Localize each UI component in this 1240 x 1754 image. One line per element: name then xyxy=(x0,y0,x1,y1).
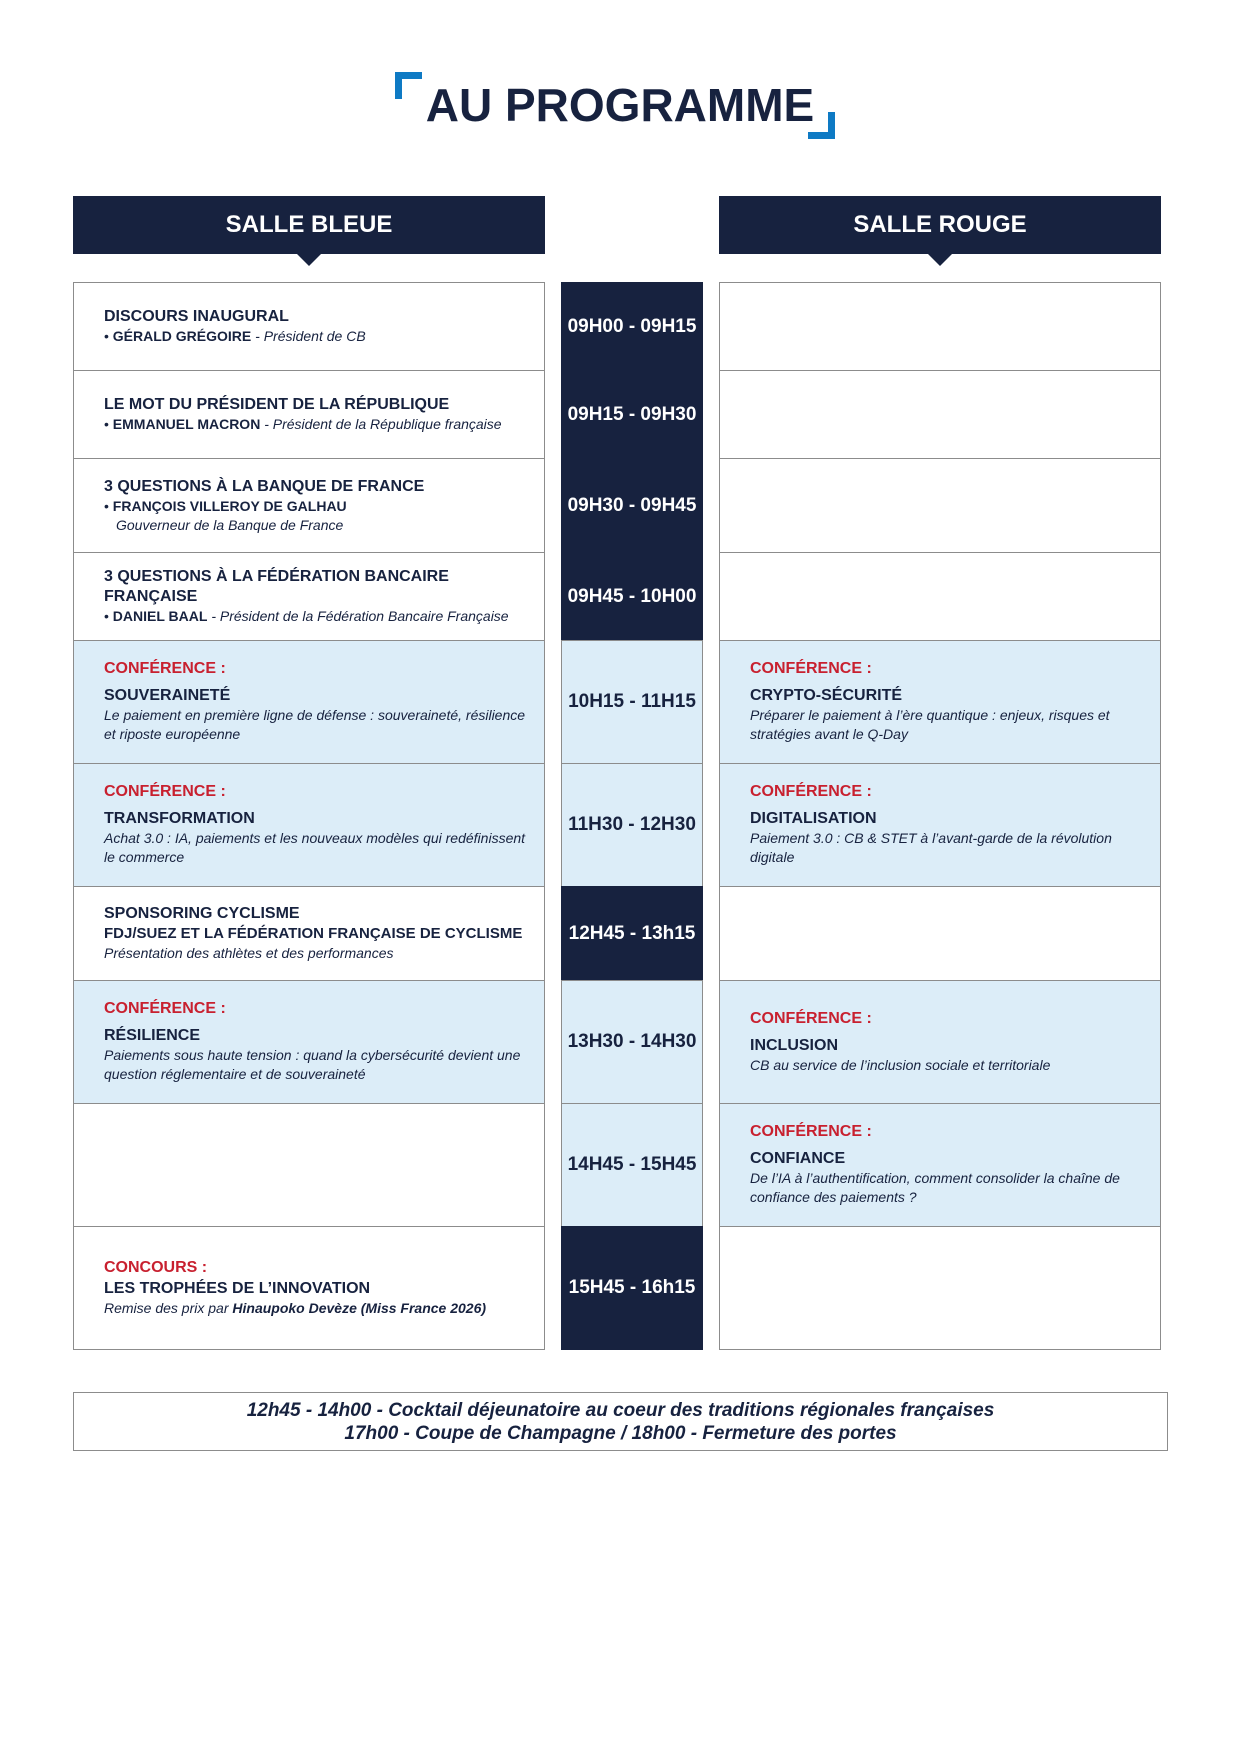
session-cell xyxy=(73,886,545,981)
session-description: De l’IA à l’authentification, comment consolider la chaîne de confiance des paiements ? xyxy=(750,1170,1120,1205)
session-description: Achat 3.0 : IA, paiements et les nouveaux modèles qui redéfinissent le commerce xyxy=(104,830,526,865)
session-cell xyxy=(73,282,545,371)
empty-cell xyxy=(719,370,1161,459)
speaker-role: - Président de CB xyxy=(255,328,366,344)
session-cell xyxy=(73,1226,545,1350)
session-description: Paiements sous haute tension : quand la cybersécurité devient une question réglementaire et de souveraineté xyxy=(104,1047,521,1082)
empty-cell xyxy=(719,1226,1161,1350)
empty-cell xyxy=(719,458,1161,553)
session-heading: CRYPTO-SÉCURITÉ xyxy=(750,687,903,704)
time-slot: 09H30 - 09H45 xyxy=(561,458,703,553)
room-header-right xyxy=(719,196,1161,254)
session-heading: INCLUSION xyxy=(750,1036,838,1054)
time-slot: 09H45 - 10H00 xyxy=(561,552,703,641)
session-type: CONFÉRENCE : xyxy=(750,783,872,800)
speaker-role: - Président de la Fédération Bancaire Française xyxy=(211,608,509,624)
description-prefix: Remise des prix par xyxy=(104,1299,229,1316)
speaker-role: - Président de la République française xyxy=(264,416,502,432)
session-cell xyxy=(73,640,545,764)
speaker xyxy=(104,516,536,535)
time-slot: 13H30 - 14H30 xyxy=(561,980,703,1104)
room-title: SALLE BLEUE xyxy=(225,211,393,238)
session-heading: LE MOT DU PRÉSIDENT DE LA RÉPUBLIQUE xyxy=(104,396,450,413)
session-type: CONFÉRENCE : xyxy=(104,1000,226,1017)
session-type: CONFÉRENCE : xyxy=(750,660,872,677)
session-type: CONFÉRENCE : xyxy=(750,1009,872,1027)
session-cell xyxy=(73,458,545,553)
session-type: CONFÉRENCE : xyxy=(750,1123,872,1140)
speaker: • DANIEL BAAL - Président de la Fédération Bancaire Française xyxy=(104,608,509,624)
session-cell xyxy=(73,980,545,1104)
empty-cell xyxy=(73,1103,545,1227)
caret-down-icon xyxy=(928,254,952,266)
session-description: Présentation des athlètes et des performances xyxy=(104,945,394,961)
corner-bracket-icon xyxy=(808,112,835,139)
speaker-name: DANIEL BAAL xyxy=(112,608,208,624)
speaker-name: GÉRALD GRÉGOIRE xyxy=(112,328,252,344)
session-heading: SPONSORING CYCLISME xyxy=(104,905,300,922)
page-title: AU PROGRAMME xyxy=(425,79,815,131)
time-slot: 09H15 - 09H30 xyxy=(561,370,703,459)
time-slot: 11H30 - 12H30 xyxy=(561,763,703,887)
session-heading: RÉSILIENCE xyxy=(104,1027,201,1044)
session-subheading: FDJ/SUEZ ET LA FÉDÉRATION FRANÇAISE DE CYCLISME xyxy=(104,925,523,942)
session-description: Paiement 3.0 : CB & STET à l’avant-garde de la révolution digitale xyxy=(750,830,1112,865)
session-cell xyxy=(719,763,1161,887)
session-heading: LES TROPHÉES DE L’INNOVATION xyxy=(104,1279,371,1297)
room-title: SALLE ROUGE xyxy=(853,211,1027,238)
session-cell xyxy=(719,1103,1161,1227)
empty-cell xyxy=(719,886,1161,981)
time-slot: 14H45 - 15H45 xyxy=(561,1103,703,1227)
speaker-name: FRANÇOIS VILLEROY DE GALHAU xyxy=(112,497,347,514)
session-description xyxy=(104,1299,536,1318)
caret-down-icon xyxy=(297,254,321,266)
time-slot: 15H45 - 16h15 xyxy=(561,1226,703,1350)
footer-line: 12h45 - 14h00 - Cocktail déjeunatoire au coeur des traditions régionales françaises xyxy=(246,1399,995,1421)
title-block xyxy=(0,70,1240,140)
footer-line: 17h00 - Coupe de Champagne / 18h00 - Fermeture des portes xyxy=(344,1422,897,1444)
session-cell xyxy=(719,980,1161,1104)
session-type: CONCOURS : xyxy=(104,1258,208,1276)
session-type: CONFÉRENCE : xyxy=(104,660,226,677)
time-slot: 12H45 - 13h15 xyxy=(561,886,703,981)
session-description: CB au service de l’inclusion sociale et territoriale xyxy=(750,1056,1051,1073)
session-heading: CONFIANCE xyxy=(750,1150,846,1167)
time-slot: 09H00 - 09H15 xyxy=(561,282,703,371)
session-cell xyxy=(73,370,545,459)
time-slot: 10H15 - 11H15 xyxy=(561,640,703,764)
speaker-role: Gouverneur de la Banque de France xyxy=(116,516,344,533)
footer-note xyxy=(73,1392,1168,1451)
speaker-name: EMMANUEL MACRON xyxy=(112,416,261,432)
session-cell xyxy=(73,763,545,887)
room-header-left xyxy=(73,196,545,254)
session-heading: TRANSFORMATION xyxy=(104,810,255,827)
session-heading: SOUVERAINETÉ xyxy=(104,687,231,704)
session-heading: DISCOURS INAUGURAL xyxy=(104,308,289,325)
session-heading: 3 QUESTIONS À LA BANQUE DE FRANCE xyxy=(104,477,425,495)
empty-cell xyxy=(719,552,1161,641)
session-description: Le paiement en première ligne de défense : souveraineté, résilience et riposte européenne xyxy=(104,707,526,742)
session-heading: 3 QUESTIONS À LA FÉDÉRATION BANCAIRE FRANÇAISE xyxy=(104,568,449,605)
speaker: • EMMANUEL MACRON - Président de la République française xyxy=(104,416,502,432)
empty-cell xyxy=(719,282,1161,371)
description-highlight: Hinaupoko Devèze (Miss France 2026) xyxy=(232,1299,487,1316)
session-cell xyxy=(719,640,1161,764)
session-description: Préparer le paiement à l’ère quantique : enjeux, risques et stratégies avant le Q-Day xyxy=(750,707,1110,742)
speaker: • FRANÇOIS VILLEROY DE GALHAU xyxy=(104,497,347,514)
speaker: • GÉRALD GRÉGOIRE - Président de CB xyxy=(104,328,366,344)
session-type: CONFÉRENCE : xyxy=(104,783,226,800)
session-heading: DIGITALISATION xyxy=(750,810,877,827)
session-cell xyxy=(73,552,545,641)
